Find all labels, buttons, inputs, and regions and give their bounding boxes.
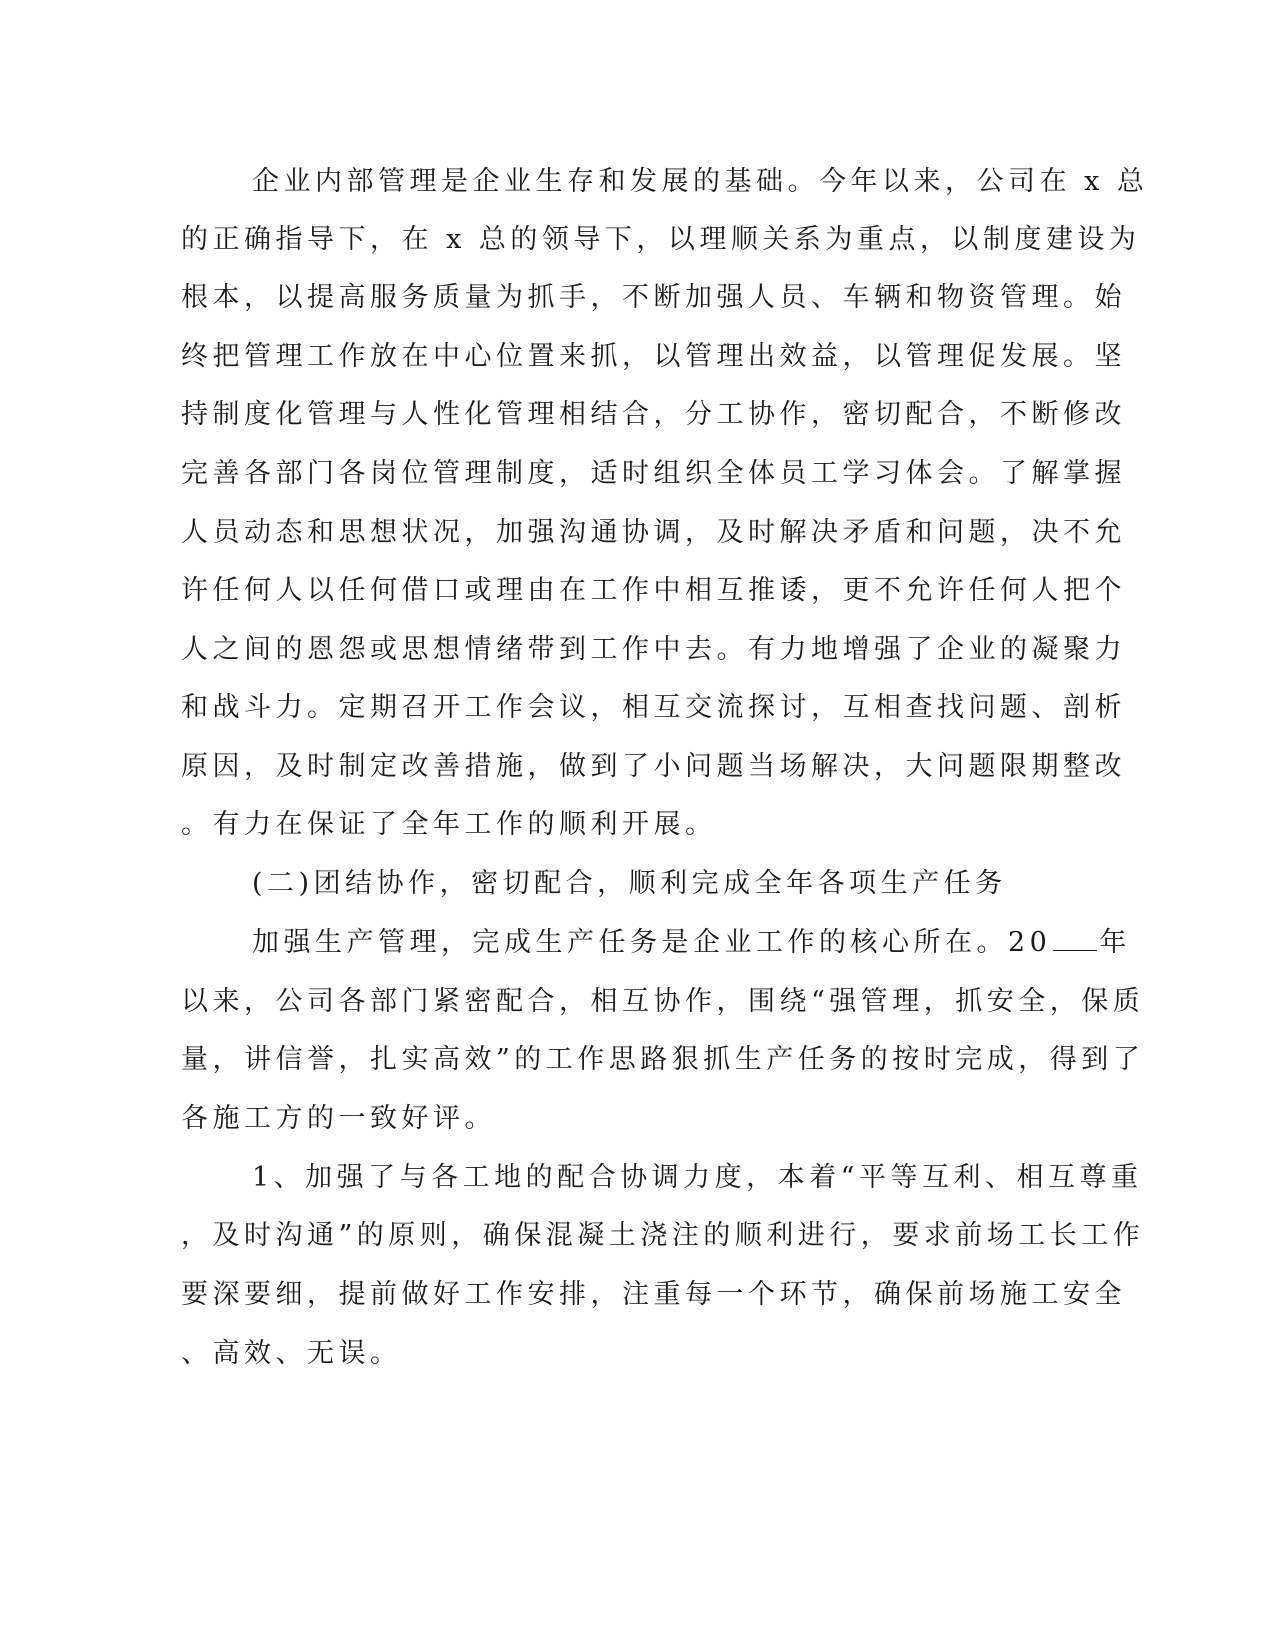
paragraph-1-line-2: 的正确指导下，在 x 总的领导下，以理顺关系为重点，以制度建设为 — [181, 224, 1141, 255]
paragraph-1-line-6: 完善各部门各岗位管理制度，适时组织全体员工学习体会。了解掌握 — [181, 458, 1126, 489]
paragraph-1-line-8: 许任何人以任何借口或理由在工作中相互推诿，更不允许任何人把个 — [181, 575, 1126, 606]
paragraph-1-line-11: 原因，及时制定改善措施，做到了小问题当场解决，大问题限期整改 — [181, 751, 1126, 782]
paragraph-1-line-5: 持制度化管理与人性化管理相结合，分工协作，密切配合，不断修改 — [181, 399, 1126, 430]
paragraph-1-line-7: 人员动态和思想状况，加强沟通协调，及时解决矛盾和问题，决不允 — [181, 517, 1126, 548]
paragraph-3-line-2: ，及时沟通”的原则，确保混凝土浇注的顺利进行，要求前场工长工作 — [181, 1220, 1145, 1251]
section-heading-2: (二)团结协作，密切配合，顺利完成全年各项生产任务 — [252, 868, 1007, 899]
paragraph-2-line-4: 各施工方的一致好评。 — [181, 1103, 496, 1134]
paragraph-2-line-3: 量，讲信誉，扎实高效”的工作思路狠抓生产任务的按时完成，得到了 — [181, 1044, 1145, 1075]
paragraph-2-line-2: 以来，公司各部门紧密配合，相互协作，围绕“强管理，抓安全，保质 — [181, 986, 1145, 1017]
paragraph-3-line-1: 1、加强了与各工地的配合协调力度，本着“平等互利、相互尊重 — [252, 1162, 1143, 1193]
paragraph-1-line-3: 根本，以提高服务质量为抓手，不断加强人员、车辆和物资管理。始 — [181, 282, 1126, 313]
paragraph-1-line-1: 企业内部管理是企业生存和发展的基础。今年以来，公司在 x 总 — [252, 166, 1149, 197]
paragraph-2-line-1-after: 年 — [1099, 927, 1131, 958]
year-blank — [1053, 926, 1097, 951]
paragraph-2-line-1 — [252, 923, 1131, 963]
paragraph-3-line-3: 要深要细，提前做好工作安排，注重每一个环节，确保前场施工安全 — [181, 1279, 1126, 1310]
paragraph-3-line-4: 、高效、无误。 — [181, 1338, 402, 1369]
paragraph-1-line-4: 终把管理工作放在中心位置来抓，以管理出效益，以管理促发展。坚 — [181, 341, 1126, 372]
paragraph-2-line-1-before: 加强生产管理，完成生产任务是企业工作的核心所在。20 — [252, 927, 1052, 958]
paragraph-1-line-9: 人之间的恩怨或思想情绪带到工作中去。有力地增强了企业的凝聚力 — [181, 634, 1126, 665]
paragraph-1-line-10: 和战斗力。定期召开工作会议，相互交流探讨，互相查找问题、剖析 — [181, 692, 1126, 723]
paragraph-1-line-12: 。有力在保证了全年工作的顺利开展。 — [181, 809, 717, 840]
